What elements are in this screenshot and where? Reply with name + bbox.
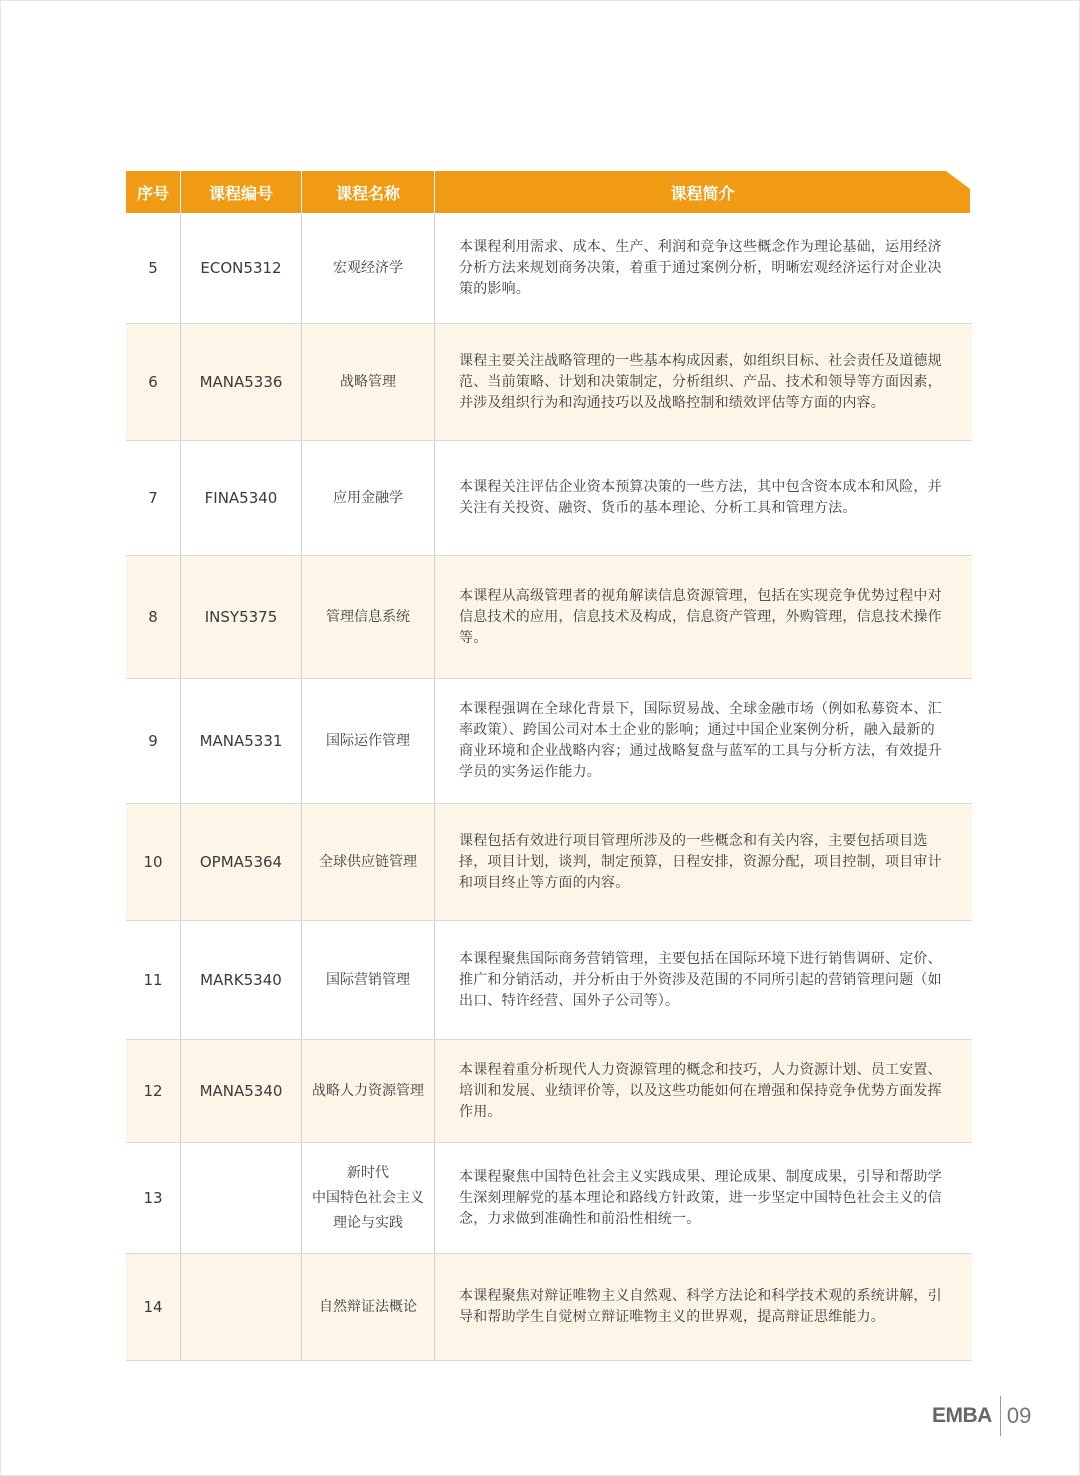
course-desc: 本课程聚焦对辩证唯物主义自然观、科学方法论和科学技术观的系统讲解，引导和帮助学生自觉树立辩证唯物主义的世界观，提高辩证思维能力。 xyxy=(459,1288,942,1325)
course-no: 11 xyxy=(126,921,181,1039)
course-code: MANA5336 xyxy=(181,324,302,440)
course-code: ECON5312 xyxy=(181,213,302,323)
header-name: 课程名称 xyxy=(302,171,435,213)
course-code: FINA5340 xyxy=(181,441,302,555)
header-desc: 课程简介 xyxy=(670,183,735,203)
table-body xyxy=(126,213,972,1361)
course-name: 全球供应链管理 xyxy=(302,804,435,920)
course-code: MANA5331 xyxy=(181,679,302,803)
course-table xyxy=(126,171,972,1361)
course-name: 应用金融学 xyxy=(302,441,435,555)
course-desc: 本课程聚焦中国特色社会主义实践成果、理论成果、制度成果，引导和帮助学生深刻理解党的基本理论和路线方针政策，进一步坚定中国特色社会主义的信念，力求做到准确性和前沿性相统一。 xyxy=(459,1168,942,1227)
course-no: 10 xyxy=(126,804,181,920)
page-number: 09 xyxy=(1006,1403,1032,1428)
course-no: 8 xyxy=(126,556,181,678)
course-name: 管理信息系统 xyxy=(302,556,435,678)
course-name: 战略人力资源管理 xyxy=(302,1040,435,1142)
course-no: 7 xyxy=(126,441,181,555)
course-desc: 本课程利用需求、成本、生产、利润和竞争这些概念作为理论基础，运用经济分析方法来规划商务决策，着重于通过案例分析，明晰宏观经济运行对企业决策的影响。 xyxy=(459,238,942,297)
course-name: 自然辩证法概论 xyxy=(302,1254,435,1360)
course-no: 6 xyxy=(126,324,181,440)
page-footer xyxy=(932,1396,1031,1436)
course-no: 14 xyxy=(126,1254,181,1360)
course-desc: 课程包括有效进行项目管理所涉及的一些概念和有关内容，主要包括项目选择，项目计划，谈判，制定预算，日程安排，资源分配，项目控制，项目审计和项目终止等方面的内容。 xyxy=(459,832,942,891)
table-row xyxy=(126,1040,972,1143)
table-row xyxy=(126,1143,972,1254)
course-name: 国际运作管理 xyxy=(302,679,435,803)
course-no: 12 xyxy=(126,1040,181,1142)
footer-divider xyxy=(1000,1396,1001,1436)
table-row xyxy=(126,1254,972,1361)
course-name: 国际营销管理 xyxy=(302,921,435,1039)
course-code: MANA5340 xyxy=(181,1040,302,1142)
table-row xyxy=(126,213,972,324)
course-code: MARK5340 xyxy=(181,921,302,1039)
table-row xyxy=(126,804,972,921)
course-name: 战略管理 xyxy=(302,324,435,440)
course-name: 宏观经济学 xyxy=(302,213,435,323)
course-no: 13 xyxy=(126,1143,181,1253)
course-desc: 课程主要关注战略管理的一些基本构成因素，如组织目标、社会责任及道德规范、当前策略、计划和决策制定，分析组织、产品、技术和领导等方面因素，并涉及组织行为和沟通技巧以及战略控制和绩效评估等方面的内容。 xyxy=(459,352,942,411)
course-code: INSY5375 xyxy=(181,556,302,678)
course-name: 新时代 中国特色社会主义 理论与实践 xyxy=(302,1143,435,1253)
course-desc: 本课程从高级管理者的视角解读信息资源管理，包括在实现竞争优势过程中对信息技术的应用，信息技术及构成，信息资产管理，外购管理，信息技术操作等。 xyxy=(459,587,942,646)
table-header xyxy=(126,171,970,213)
table-row xyxy=(126,441,972,556)
table-row xyxy=(126,921,972,1040)
course-desc: 本课程关注评估企业资本预算决策的一些方法，其中包含资本成本和风险，并关注有关投资、融资、货币的基本理论、分析工具和管理方法。 xyxy=(459,479,942,516)
course-desc: 本课程聚焦国际商务营销管理，主要包括在国际环境下进行销售调研、定价、推广和分销活动，并分析由于外资涉及范围的不同所引起的营销管理问题（如出口、特许经营、国外子公司等）。 xyxy=(459,950,942,1009)
course-desc: 本课程着重分析现代人力资源管理的概念和技巧，人力资源计划、员工安置、培训和发展、业绩评价等，以及这些功能如何在增强和保持竞争优势方面发挥作用。 xyxy=(459,1061,942,1120)
course-desc: 本课程强调在全球化背景下，国际贸易战、全球金融市场（例如私募资本、汇率政策）、跨国公司对本土企业的影响；通过中国企业案例分析，融入最新的商业环境和企业战略内容；通过战略复盘与蓝军的工具与分析方法，有效提升学员的实务运作能力。 xyxy=(459,701,942,780)
header-no: 序号 xyxy=(126,171,181,213)
table-row xyxy=(126,679,972,804)
table-row xyxy=(126,324,972,441)
course-code: OPMA5364 xyxy=(181,804,302,920)
course-no: 9 xyxy=(126,679,181,803)
course-code xyxy=(181,1143,302,1253)
table-row xyxy=(126,556,972,679)
course-no: 5 xyxy=(126,213,181,323)
header-code: 课程编号 xyxy=(181,171,302,213)
course-code xyxy=(181,1254,302,1360)
brand-label: EMBA xyxy=(932,1404,992,1427)
